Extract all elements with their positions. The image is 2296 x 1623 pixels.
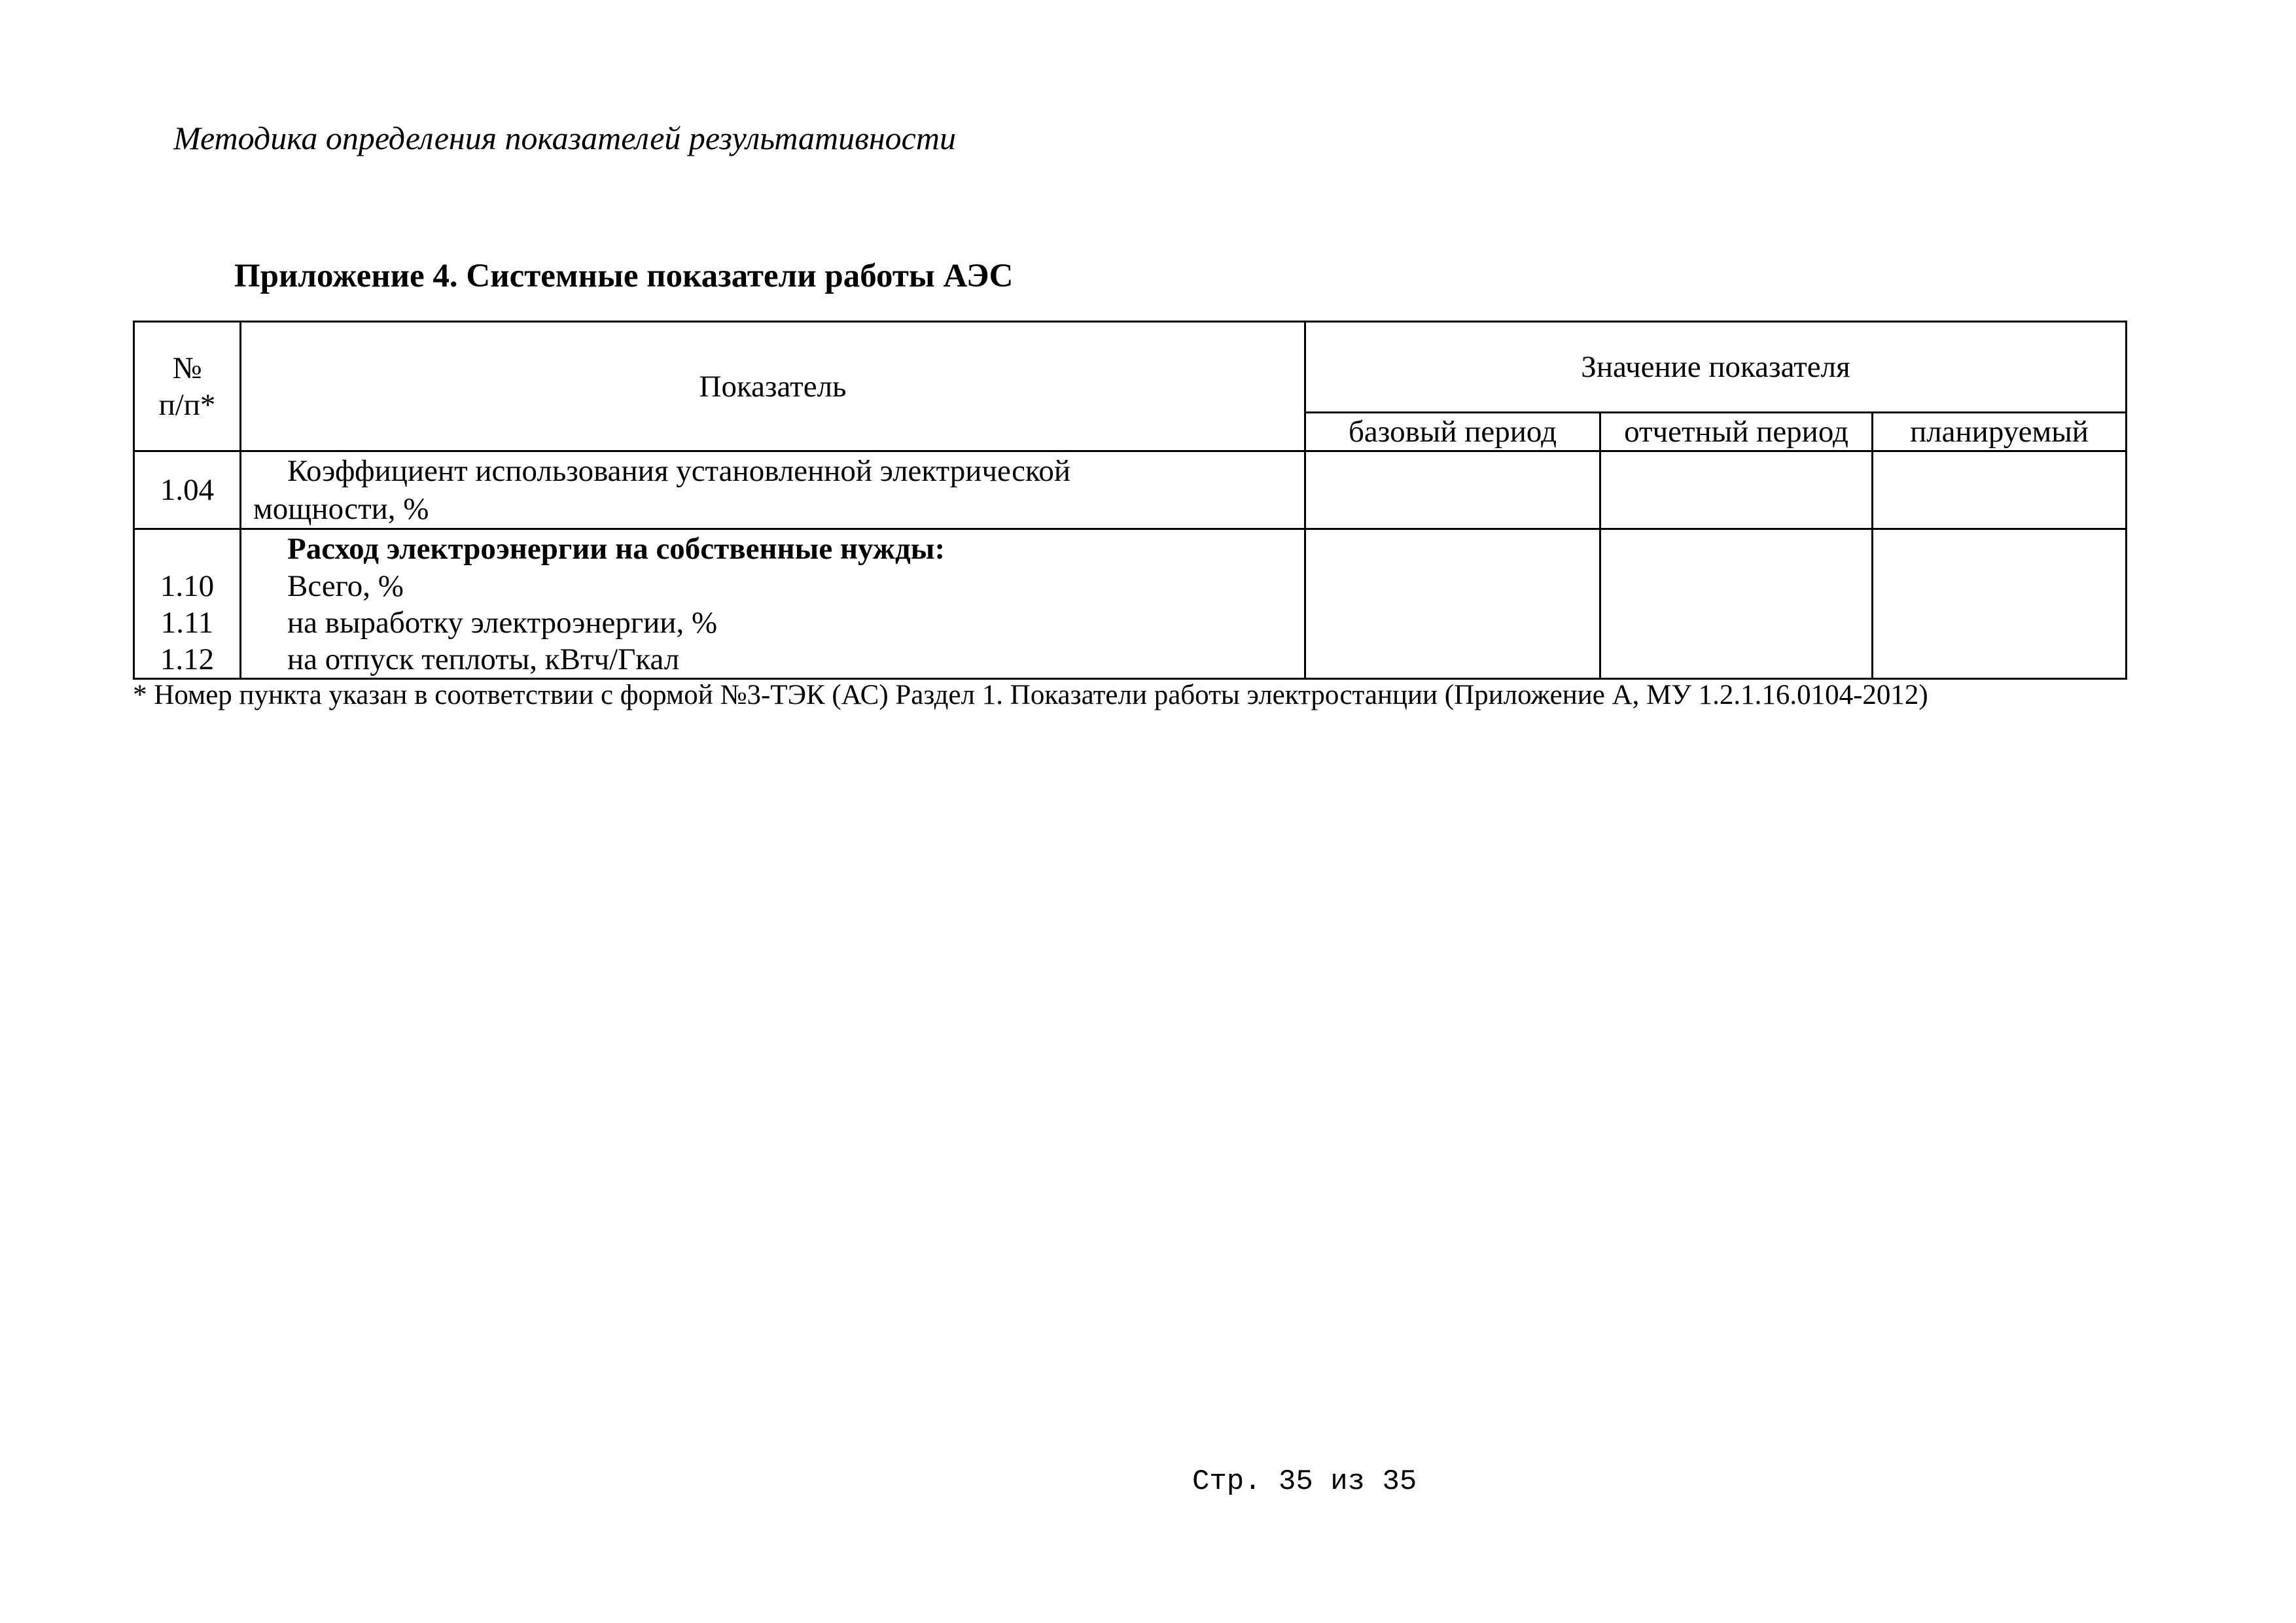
row-indicator-line2: мощности, %: [253, 492, 429, 526]
footnote: * Номер пункта указан в соответствии с формой №3-ТЭК (АС) Раздел 1. Показатели работы электростанции (Приложение А, МУ 1.2.1.16.0104-2012): [133, 680, 1928, 710]
table-row: [134, 451, 2127, 529]
value-planned: [1873, 451, 2127, 529]
row-number: 1.04: [134, 451, 241, 529]
header-reporting-period: отчетный период: [1600, 413, 1873, 451]
header-number: [134, 322, 241, 451]
row-number: 1.10: [160, 569, 215, 603]
row-indicator: [241, 529, 1305, 679]
table-header-row: [134, 322, 2127, 413]
header-base-period: базовый период: [1305, 413, 1600, 451]
row-group-title: Расход электроэнергии на собственные нужды:: [287, 532, 945, 566]
row-number-list: [135, 530, 239, 678]
header-indicator: Показатель: [241, 322, 1305, 451]
value-reporting-period: [1600, 451, 1873, 529]
table-row: [134, 529, 2127, 679]
header-number-line2: п/п*: [158, 387, 216, 422]
running-header: Методика определения показателей результативности: [173, 120, 956, 156]
row-number: 1.12: [160, 642, 215, 676]
row-numbers: [134, 529, 241, 679]
header-value-group: Значение показателя: [1305, 322, 2127, 413]
header-planned: планируемый: [1873, 413, 2127, 451]
row-item-label: на выработку электроэнергии, %: [287, 606, 718, 640]
value-planned: [1873, 529, 2127, 679]
value-reporting-period: [1600, 529, 1873, 679]
value-base-period: [1305, 451, 1600, 529]
header-number-line1: №: [172, 351, 202, 385]
appendix-title: Приложение 4. Системные показатели работы АЭС: [234, 258, 1014, 294]
row-item-label: Всего, %: [287, 569, 404, 603]
row-item-label: на отпуск теплоты, кВтч/Гкал: [287, 642, 680, 676]
row-indicator: [241, 451, 1305, 529]
indicators-table: [133, 321, 2127, 680]
page-number: Стр. 35 из 35: [1192, 1465, 1417, 1498]
row-indicator-line1: Коэффициент использования установленной электрической: [287, 454, 1071, 488]
row-number: 1.11: [160, 606, 214, 640]
value-base-period: [1305, 529, 1600, 679]
